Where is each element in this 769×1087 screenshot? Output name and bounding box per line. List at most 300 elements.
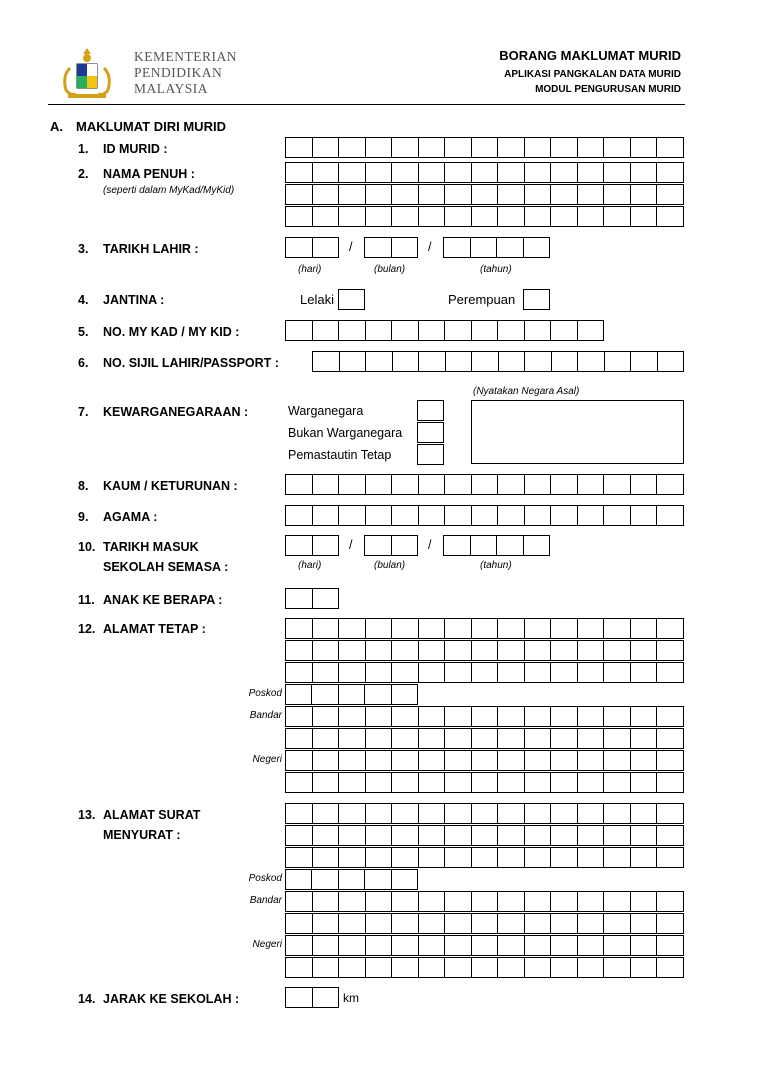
char-cell[interactable] — [497, 751, 524, 770]
char-cell[interactable] — [550, 892, 577, 911]
char-cell[interactable] — [286, 138, 312, 157]
char-cell[interactable] — [338, 848, 365, 867]
char-cell[interactable] — [471, 475, 498, 494]
char-cell[interactable] — [444, 536, 470, 555]
char-cell[interactable] — [497, 848, 524, 867]
char-cell[interactable] — [496, 536, 523, 555]
char-cell[interactable] — [312, 707, 339, 726]
char-cell[interactable] — [603, 848, 630, 867]
char-cell[interactable] — [312, 663, 339, 682]
char-cell[interactable] — [471, 751, 498, 770]
char-cell[interactable] — [365, 207, 392, 226]
char-cell[interactable] — [312, 138, 339, 157]
char-cell[interactable] — [630, 185, 657, 204]
char-cell[interactable] — [339, 352, 366, 371]
char-cell[interactable] — [286, 958, 312, 977]
char-cell[interactable] — [338, 870, 364, 889]
char-cell[interactable] — [497, 729, 524, 748]
char-cell[interactable] — [524, 641, 551, 660]
char-cell[interactable] — [312, 238, 339, 257]
char-cell[interactable] — [470, 238, 497, 257]
char-cell[interactable] — [444, 138, 471, 157]
char-cell[interactable] — [365, 138, 392, 157]
char-cell[interactable] — [577, 892, 604, 911]
input-sijil-lahir[interactable] — [312, 351, 684, 372]
char-cell[interactable] — [550, 848, 577, 867]
char-cell[interactable] — [311, 685, 337, 704]
input-bandar-tetap-row1[interactable] — [285, 706, 684, 727]
char-cell[interactable] — [524, 321, 551, 340]
input-mykad[interactable] — [285, 320, 604, 341]
char-cell[interactable] — [603, 163, 630, 182]
input-kaum[interactable] — [285, 474, 684, 495]
char-cell[interactable] — [418, 707, 445, 726]
char-cell[interactable] — [418, 826, 445, 845]
char-cell[interactable] — [418, 185, 445, 204]
char-cell[interactable] — [444, 663, 471, 682]
char-cell[interactable] — [312, 988, 339, 1007]
char-cell[interactable] — [656, 958, 683, 977]
char-cell[interactable] — [365, 892, 392, 911]
char-cell[interactable] — [497, 773, 524, 792]
char-cell[interactable] — [312, 589, 339, 608]
char-cell[interactable] — [524, 936, 551, 955]
char-cell[interactable] — [418, 773, 445, 792]
char-cell[interactable] — [656, 207, 683, 226]
char-cell[interactable] — [656, 773, 683, 792]
char-cell[interactable] — [577, 826, 604, 845]
char-cell[interactable] — [471, 138, 498, 157]
char-cell[interactable] — [603, 892, 630, 911]
char-cell[interactable] — [391, 729, 418, 748]
char-cell[interactable] — [312, 475, 339, 494]
input-entry-day[interactable] — [285, 535, 339, 556]
char-cell[interactable] — [286, 826, 312, 845]
char-cell[interactable] — [312, 958, 339, 977]
char-cell[interactable] — [656, 892, 683, 911]
input-birth-day[interactable] — [285, 237, 339, 258]
char-cell[interactable] — [497, 936, 524, 955]
char-cell[interactable] — [550, 475, 577, 494]
char-cell[interactable] — [630, 475, 657, 494]
checkbox-bukan-warganegara[interactable] — [417, 422, 444, 443]
char-cell[interactable] — [338, 185, 365, 204]
input-bandar-surat-row1[interactable] — [285, 891, 684, 912]
char-cell[interactable] — [391, 475, 418, 494]
char-cell[interactable] — [286, 729, 312, 748]
char-cell[interactable] — [603, 707, 630, 726]
char-cell[interactable] — [656, 619, 683, 638]
input-alamat-surat-row1[interactable] — [285, 803, 684, 824]
char-cell[interactable] — [630, 773, 657, 792]
char-cell[interactable] — [603, 773, 630, 792]
char-cell[interactable] — [444, 751, 471, 770]
char-cell[interactable] — [498, 352, 525, 371]
char-cell[interactable] — [577, 751, 604, 770]
char-cell[interactable] — [391, 685, 417, 704]
char-cell[interactable] — [312, 914, 339, 933]
char-cell[interactable] — [471, 641, 498, 660]
char-cell[interactable] — [524, 892, 551, 911]
char-cell[interactable] — [497, 707, 524, 726]
char-cell[interactable] — [365, 958, 392, 977]
char-cell[interactable] — [630, 506, 657, 525]
char-cell[interactable] — [577, 506, 604, 525]
char-cell[interactable] — [577, 163, 604, 182]
char-cell[interactable] — [391, 892, 418, 911]
char-cell[interactable] — [312, 185, 339, 204]
char-cell[interactable] — [418, 619, 445, 638]
char-cell[interactable] — [338, 685, 364, 704]
char-cell[interactable] — [603, 663, 630, 682]
char-cell[interactable] — [630, 663, 657, 682]
input-bandar-tetap-row2[interactable] — [285, 728, 684, 749]
char-cell[interactable] — [338, 163, 365, 182]
char-cell[interactable] — [338, 506, 365, 525]
char-cell[interactable] — [497, 958, 524, 977]
char-cell[interactable] — [391, 751, 418, 770]
char-cell[interactable] — [338, 138, 365, 157]
input-alamat-surat-row2[interactable] — [285, 825, 684, 846]
char-cell[interactable] — [338, 804, 365, 823]
char-cell[interactable] — [286, 914, 312, 933]
char-cell[interactable] — [603, 138, 630, 157]
char-cell[interactable] — [418, 641, 445, 660]
char-cell[interactable] — [391, 663, 418, 682]
char-cell[interactable] — [312, 848, 339, 867]
char-cell[interactable] — [656, 729, 683, 748]
char-cell[interactable] — [471, 663, 498, 682]
char-cell[interactable] — [444, 506, 471, 525]
char-cell[interactable] — [365, 936, 392, 955]
char-cell[interactable] — [577, 707, 604, 726]
char-cell[interactable] — [550, 958, 577, 977]
input-nama-penuh-row3[interactable] — [285, 206, 684, 227]
char-cell[interactable] — [471, 707, 498, 726]
checkbox-warganegara[interactable] — [417, 400, 444, 421]
char-cell[interactable] — [312, 163, 339, 182]
input-negeri-surat-row1[interactable] — [285, 935, 684, 956]
char-cell[interactable] — [524, 663, 551, 682]
char-cell[interactable] — [312, 207, 339, 226]
char-cell[interactable] — [603, 475, 630, 494]
char-cell[interactable] — [365, 475, 392, 494]
input-birth-year[interactable] — [443, 237, 550, 258]
char-cell[interactable] — [312, 892, 339, 911]
char-cell[interactable] — [312, 729, 339, 748]
char-cell[interactable] — [418, 729, 445, 748]
char-cell[interactable] — [497, 826, 524, 845]
char-cell[interactable] — [497, 163, 524, 182]
char-cell[interactable] — [312, 826, 339, 845]
char-cell[interactable] — [338, 826, 365, 845]
char-cell[interactable] — [365, 751, 392, 770]
char-cell[interactable] — [603, 185, 630, 204]
char-cell[interactable] — [524, 707, 551, 726]
char-cell[interactable] — [471, 185, 498, 204]
char-cell[interactable] — [524, 163, 551, 182]
char-cell[interactable] — [630, 914, 657, 933]
char-cell[interactable] — [286, 773, 312, 792]
char-cell[interactable] — [550, 804, 577, 823]
char-cell[interactable] — [444, 207, 471, 226]
char-cell[interactable] — [365, 663, 392, 682]
checkbox-pemastautin-tetap[interactable] — [417, 444, 444, 465]
input-bandar-surat-row2[interactable] — [285, 913, 684, 934]
char-cell[interactable] — [497, 892, 524, 911]
char-cell[interactable] — [338, 892, 365, 911]
char-cell[interactable] — [418, 138, 445, 157]
char-cell[interactable] — [577, 914, 604, 933]
input-nama-penuh-row1[interactable] — [285, 162, 684, 183]
char-cell[interactable] — [603, 914, 630, 933]
char-cell[interactable] — [444, 475, 471, 494]
char-cell[interactable] — [630, 892, 657, 911]
char-cell[interactable] — [524, 138, 551, 157]
char-cell[interactable] — [630, 804, 657, 823]
char-cell[interactable] — [656, 185, 683, 204]
char-cell[interactable] — [550, 619, 577, 638]
char-cell[interactable] — [312, 506, 339, 525]
char-cell[interactable] — [630, 138, 657, 157]
char-cell[interactable] — [630, 958, 657, 977]
char-cell[interactable] — [365, 729, 392, 748]
char-cell[interactable] — [286, 870, 311, 889]
char-cell[interactable] — [630, 936, 657, 955]
char-cell[interactable] — [550, 138, 577, 157]
char-cell[interactable] — [656, 475, 683, 494]
char-cell[interactable] — [550, 914, 577, 933]
char-cell[interactable] — [286, 506, 312, 525]
input-negeri-surat-row2[interactable] — [285, 957, 684, 978]
char-cell[interactable] — [338, 321, 365, 340]
char-cell[interactable] — [365, 707, 392, 726]
char-cell[interactable] — [497, 804, 524, 823]
char-cell[interactable] — [603, 751, 630, 770]
char-cell[interactable] — [391, 506, 418, 525]
char-cell[interactable] — [286, 663, 312, 682]
char-cell[interactable] — [418, 506, 445, 525]
char-cell[interactable] — [603, 804, 630, 823]
char-cell[interactable] — [497, 663, 524, 682]
char-cell[interactable] — [524, 475, 551, 494]
char-cell[interactable] — [444, 185, 471, 204]
char-cell[interactable] — [577, 321, 604, 340]
char-cell[interactable] — [550, 826, 577, 845]
char-cell[interactable] — [338, 475, 365, 494]
input-anak-ke[interactable] — [285, 588, 339, 609]
char-cell[interactable] — [444, 238, 470, 257]
char-cell[interactable] — [365, 804, 392, 823]
char-cell[interactable] — [550, 751, 577, 770]
char-cell[interactable] — [338, 773, 365, 792]
char-cell[interactable] — [365, 619, 392, 638]
char-cell[interactable] — [391, 914, 418, 933]
char-cell[interactable] — [286, 988, 312, 1007]
char-cell[interactable] — [656, 751, 683, 770]
char-cell[interactable] — [550, 321, 577, 340]
char-cell[interactable] — [338, 751, 365, 770]
char-cell[interactable] — [471, 163, 498, 182]
char-cell[interactable] — [418, 352, 445, 371]
char-cell[interactable] — [286, 936, 312, 955]
char-cell[interactable] — [391, 826, 418, 845]
char-cell[interactable] — [312, 536, 339, 555]
char-cell[interactable] — [471, 892, 498, 911]
char-cell[interactable] — [312, 619, 339, 638]
char-cell[interactable] — [524, 773, 551, 792]
char-cell[interactable] — [577, 207, 604, 226]
char-cell[interactable] — [444, 848, 471, 867]
char-cell[interactable] — [286, 641, 312, 660]
char-cell[interactable] — [630, 619, 657, 638]
char-cell[interactable] — [286, 536, 312, 555]
char-cell[interactable] — [471, 207, 498, 226]
char-cell[interactable] — [444, 804, 471, 823]
char-cell[interactable] — [524, 506, 551, 525]
char-cell[interactable] — [338, 641, 365, 660]
char-cell[interactable] — [444, 914, 471, 933]
char-cell[interactable] — [524, 958, 551, 977]
char-cell[interactable] — [497, 641, 524, 660]
char-cell[interactable] — [630, 163, 657, 182]
input-alamat-tetap-row2[interactable] — [285, 640, 684, 661]
char-cell[interactable] — [656, 826, 683, 845]
char-cell[interactable] — [444, 707, 471, 726]
input-entry-month[interactable] — [364, 535, 418, 556]
char-cell[interactable] — [391, 641, 418, 660]
char-cell[interactable] — [312, 936, 339, 955]
char-cell[interactable] — [418, 163, 445, 182]
char-cell[interactable] — [577, 958, 604, 977]
char-cell[interactable] — [471, 804, 498, 823]
char-cell[interactable] — [364, 870, 390, 889]
char-cell[interactable] — [286, 707, 312, 726]
char-cell[interactable] — [603, 729, 630, 748]
char-cell[interactable] — [550, 936, 577, 955]
char-cell[interactable] — [418, 892, 445, 911]
char-cell[interactable] — [391, 804, 418, 823]
char-cell[interactable] — [391, 207, 418, 226]
char-cell[interactable] — [550, 773, 577, 792]
char-cell[interactable] — [365, 773, 392, 792]
char-cell[interactable] — [550, 207, 577, 226]
char-cell[interactable] — [497, 138, 524, 157]
char-cell[interactable] — [630, 207, 657, 226]
char-cell[interactable] — [445, 352, 472, 371]
input-agama[interactable] — [285, 505, 684, 526]
char-cell[interactable] — [286, 804, 312, 823]
char-cell[interactable] — [286, 685, 311, 704]
char-cell[interactable] — [497, 619, 524, 638]
char-cell[interactable] — [630, 729, 657, 748]
char-cell[interactable] — [656, 914, 683, 933]
char-cell[interactable] — [656, 506, 683, 525]
char-cell[interactable] — [577, 619, 604, 638]
char-cell[interactable] — [286, 589, 312, 608]
char-cell[interactable] — [550, 163, 577, 182]
char-cell[interactable] — [630, 641, 657, 660]
char-cell[interactable] — [603, 958, 630, 977]
char-cell[interactable] — [286, 848, 312, 867]
char-cell[interactable] — [286, 321, 312, 340]
char-cell[interactable] — [286, 185, 312, 204]
input-poskod-surat[interactable] — [285, 869, 418, 890]
char-cell[interactable] — [391, 536, 418, 555]
char-cell[interactable] — [312, 641, 339, 660]
char-cell[interactable] — [391, 321, 418, 340]
char-cell[interactable] — [391, 138, 418, 157]
char-cell[interactable] — [577, 352, 604, 371]
char-cell[interactable] — [286, 163, 312, 182]
char-cell[interactable] — [338, 936, 365, 955]
char-cell[interactable] — [524, 826, 551, 845]
char-cell[interactable] — [418, 663, 445, 682]
char-cell[interactable] — [630, 826, 657, 845]
char-cell[interactable] — [286, 751, 312, 770]
char-cell[interactable] — [418, 207, 445, 226]
char-cell[interactable] — [338, 729, 365, 748]
char-cell[interactable] — [550, 729, 577, 748]
char-cell[interactable] — [577, 185, 604, 204]
char-cell[interactable] — [312, 804, 339, 823]
char-cell[interactable] — [630, 352, 657, 371]
char-cell[interactable] — [312, 751, 339, 770]
char-cell[interactable] — [524, 619, 551, 638]
char-cell[interactable] — [550, 641, 577, 660]
checkbox-lelaki[interactable] — [338, 289, 365, 310]
input-nama-penuh-row2[interactable] — [285, 184, 684, 205]
char-cell[interactable] — [497, 207, 524, 226]
char-cell[interactable] — [365, 914, 392, 933]
char-cell[interactable] — [391, 619, 418, 638]
char-cell[interactable] — [497, 475, 524, 494]
char-cell[interactable] — [444, 773, 471, 792]
input-alamat-surat-row3[interactable] — [285, 847, 684, 868]
input-entry-year[interactable] — [443, 535, 550, 556]
char-cell[interactable] — [338, 207, 365, 226]
char-cell[interactable] — [471, 352, 498, 371]
char-cell[interactable] — [550, 506, 577, 525]
char-cell[interactable] — [524, 914, 551, 933]
char-cell[interactable] — [391, 958, 418, 977]
char-cell[interactable] — [444, 641, 471, 660]
char-cell[interactable] — [365, 641, 392, 660]
char-cell[interactable] — [418, 475, 445, 494]
char-cell[interactable] — [577, 138, 604, 157]
input-alamat-tetap-row1[interactable] — [285, 618, 684, 639]
char-cell[interactable] — [497, 506, 524, 525]
char-cell[interactable] — [471, 506, 498, 525]
char-cell[interactable] — [550, 707, 577, 726]
char-cell[interactable] — [630, 751, 657, 770]
char-cell[interactable] — [444, 619, 471, 638]
char-cell[interactable] — [603, 207, 630, 226]
char-cell[interactable] — [365, 238, 391, 257]
char-cell[interactable] — [418, 804, 445, 823]
char-cell[interactable] — [471, 321, 498, 340]
char-cell[interactable] — [365, 848, 392, 867]
char-cell[interactable] — [603, 506, 630, 525]
char-cell[interactable] — [577, 663, 604, 682]
char-cell[interactable] — [656, 138, 683, 157]
char-cell[interactable] — [286, 475, 312, 494]
char-cell[interactable] — [497, 321, 524, 340]
char-cell[interactable] — [577, 475, 604, 494]
char-cell[interactable] — [365, 506, 392, 525]
char-cell[interactable] — [338, 663, 365, 682]
char-cell[interactable] — [418, 958, 445, 977]
